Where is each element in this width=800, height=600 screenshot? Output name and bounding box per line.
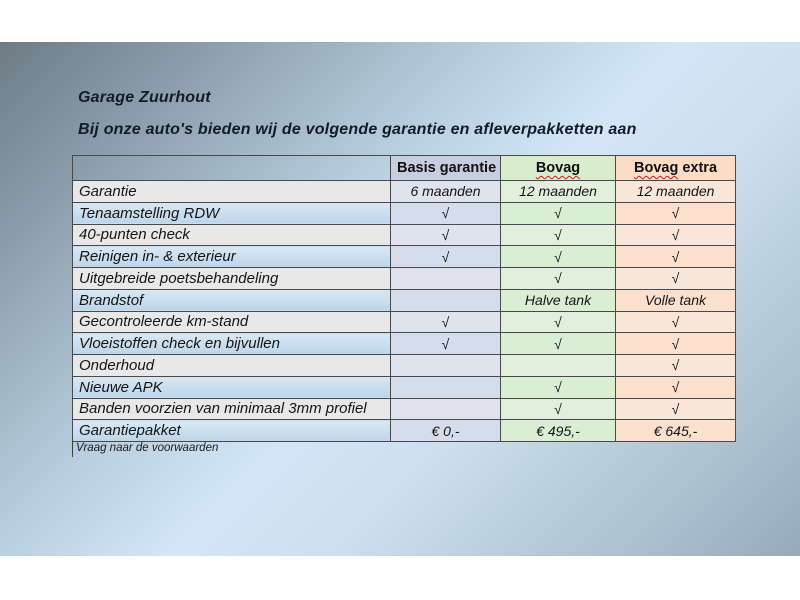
row-label: Onderhoud xyxy=(73,355,391,377)
row-label: 40-punten check xyxy=(73,224,391,246)
column-header-basis-garantie xyxy=(391,156,501,181)
cell-bovag: √ xyxy=(501,333,616,355)
cell-bovag: √ xyxy=(501,376,616,398)
cell-bovag-extra: € 645,- xyxy=(616,420,736,442)
cell-basis-garantie: √ xyxy=(391,333,501,355)
cell-bovag: € 495,- xyxy=(501,420,616,442)
cell-bovag-extra: √ xyxy=(616,246,736,268)
cell-bovag-extra: √ xyxy=(616,398,736,420)
cell-bovag: √ xyxy=(501,246,616,268)
cell-basis-garantie: √ xyxy=(391,311,501,333)
table-row xyxy=(73,311,736,333)
cell-bovag-extra: Volle tank xyxy=(616,289,736,311)
cell-bovag xyxy=(501,355,616,377)
row-label: Uitgebreide poetsbehandeling xyxy=(73,268,391,290)
row-label: Nieuwe APK xyxy=(73,376,391,398)
cell-bovag: √ xyxy=(501,202,616,224)
cell-basis-garantie: € 0,- xyxy=(391,420,501,442)
row-label: Gecontroleerde km-stand xyxy=(73,311,391,333)
column-header-label-rest: extra xyxy=(678,160,718,176)
table-row xyxy=(73,420,736,442)
cell-bovag-extra: √ xyxy=(616,333,736,355)
cell-bovag: √ xyxy=(501,398,616,420)
cell-bovag-extra: √ xyxy=(616,355,736,377)
page-subtitle: Bij onze auto's bieden wij de volgende garantie en afleverpakketten aan xyxy=(78,121,637,138)
table-row xyxy=(73,398,736,420)
column-header-label: Bovag xyxy=(633,160,679,176)
table-row xyxy=(73,355,736,377)
cell-bovag: √ xyxy=(501,224,616,246)
cell-basis-garantie xyxy=(391,289,501,311)
cell-bovag-extra: 12 maanden xyxy=(616,181,736,203)
table-row xyxy=(73,376,736,398)
table-row xyxy=(73,202,736,224)
row-label: Brandstof xyxy=(73,289,391,311)
cell-basis-garantie: √ xyxy=(391,202,501,224)
row-label: Banden voorzien van minimaal 3mm profiel xyxy=(73,398,391,420)
cell-bovag: 12 maanden xyxy=(501,181,616,203)
cell-bovag: √ xyxy=(501,268,616,290)
cell-bovag: √ xyxy=(501,311,616,333)
row-label: Vloeistoffen check en bijvullen xyxy=(73,333,391,355)
column-header-label: Bovag xyxy=(535,160,581,176)
cell-bovag-extra: √ xyxy=(616,376,736,398)
row-label: Tenaamstelling RDW xyxy=(73,202,391,224)
warranty-table xyxy=(72,155,736,442)
table-row xyxy=(73,333,736,355)
table-row xyxy=(73,224,736,246)
table-row xyxy=(73,181,736,203)
cell-basis-garantie xyxy=(391,376,501,398)
table-row xyxy=(73,289,736,311)
cell-bovag-extra: √ xyxy=(616,268,736,290)
cell-basis-garantie: √ xyxy=(391,246,501,268)
cell-bovag-extra: √ xyxy=(616,202,736,224)
header-row xyxy=(73,156,736,181)
row-label: Garantie xyxy=(73,181,391,203)
column-header-label: Basis garantie xyxy=(397,160,497,176)
table-row xyxy=(73,246,736,268)
corner-header-cell xyxy=(73,156,391,181)
cell-basis-garantie xyxy=(391,398,501,420)
cell-basis-garantie: √ xyxy=(391,224,501,246)
cell-basis-garantie xyxy=(391,268,501,290)
page-title: Garage Zuurhout xyxy=(78,89,211,106)
cell-basis-garantie: 6 maanden xyxy=(391,181,501,203)
row-label: Garantiepakket xyxy=(73,420,391,442)
column-header-bovag-extra xyxy=(616,156,736,181)
column-header-bovag xyxy=(501,156,616,181)
cell-basis-garantie xyxy=(391,355,501,377)
footnote: Vraag naar de voorwaarden xyxy=(72,441,218,457)
row-label: Reinigen in- & exterieur xyxy=(73,246,391,268)
cell-bovag-extra: √ xyxy=(616,224,736,246)
cell-bovag-extra: √ xyxy=(616,311,736,333)
cell-bovag: Halve tank xyxy=(501,289,616,311)
table-row xyxy=(73,268,736,290)
